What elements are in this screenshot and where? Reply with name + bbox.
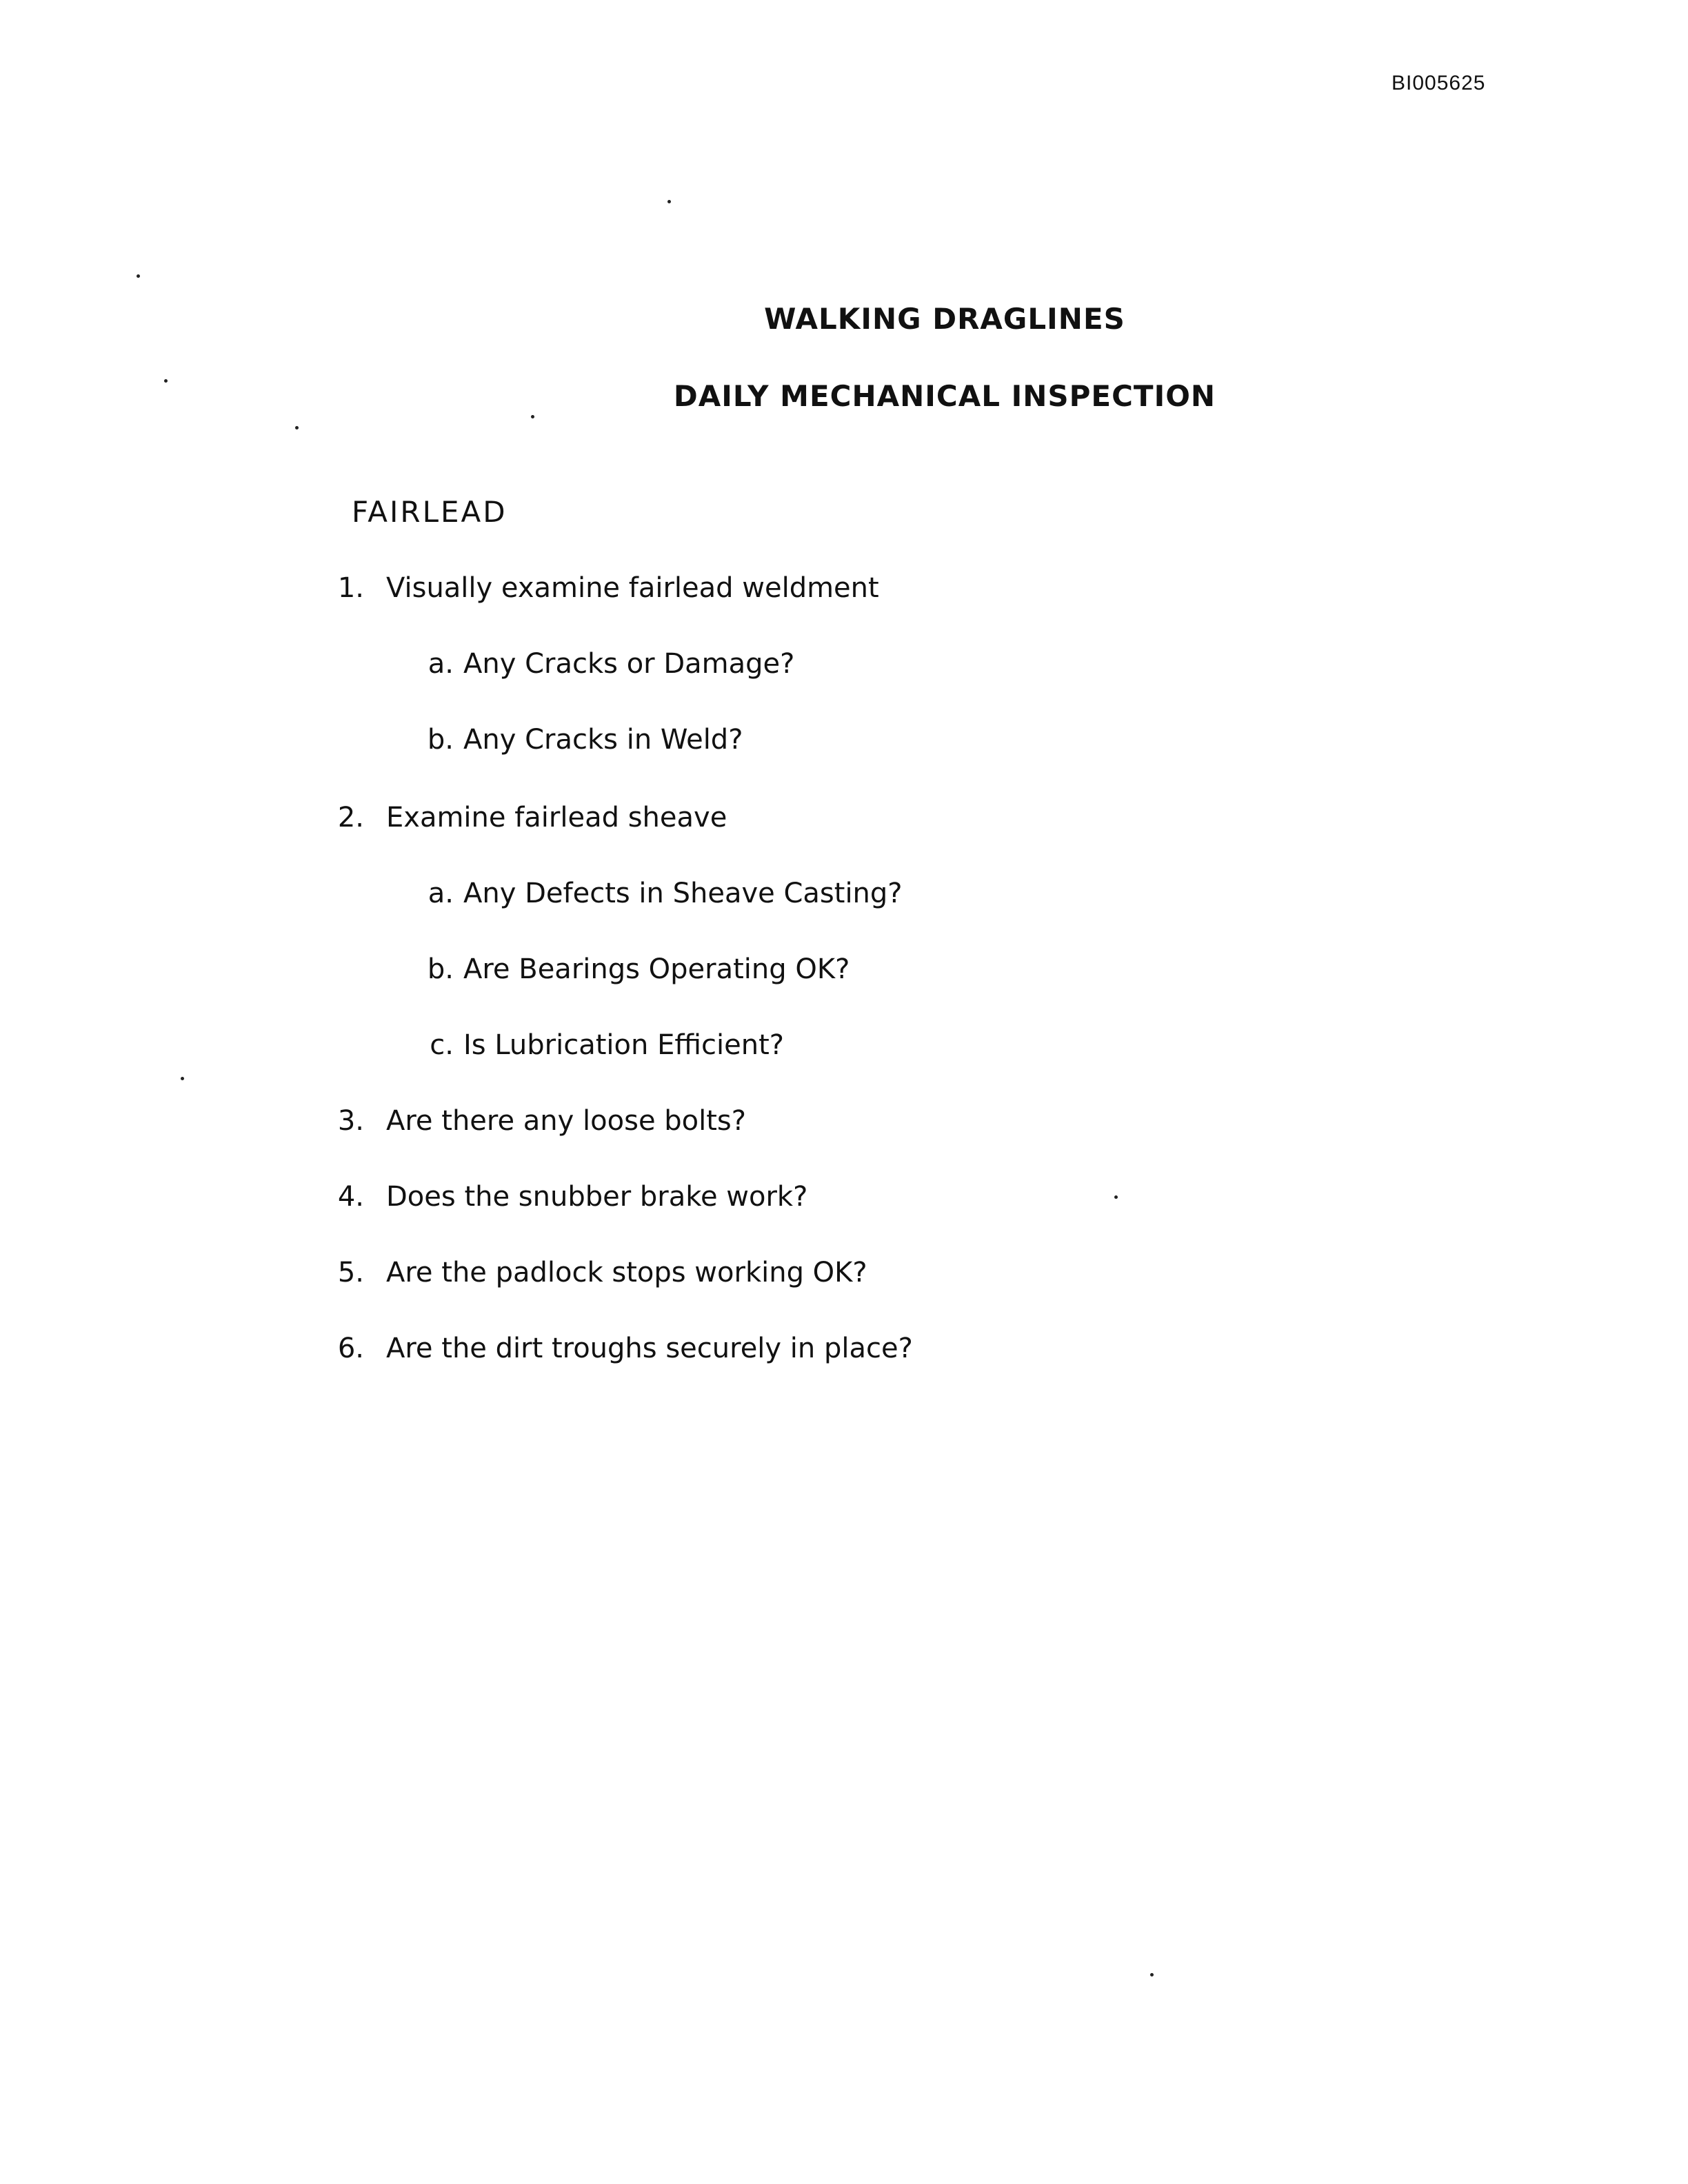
scan-speck [295,426,299,429]
section-heading: FAIRLEAD [352,495,508,529]
scan-speck [164,379,168,383]
subitem-letter: c. [430,1029,454,1061]
subitem-letter: a. [428,648,454,680]
document-subtitle: DAILY MECHANICAL INSPECTION [673,379,1216,413]
item-text: Does the snubber brake work? [386,1181,808,1213]
document-title: WALKING DRAGLINES [764,302,1125,336]
item-number: 4. [337,1181,364,1213]
document-id: BI005625 [1391,72,1486,94]
scan-speck [137,274,140,278]
subitem-letter: b. [427,724,454,756]
scan-speck [1114,1195,1118,1199]
subitem-text: Any Cracks in Weld? [463,724,743,756]
item-text: Are there any loose bolts? [386,1105,746,1137]
scan-speck [1150,1973,1154,1976]
subitem-text: Are Bearings Operating OK? [463,953,850,985]
item-text: Visually examine fairlead weldment [386,572,879,604]
subitem-letter: b. [427,953,454,985]
scan-speck [181,1077,184,1080]
item-text: Are the dirt troughs securely in place? [386,1333,913,1364]
item-text: Examine fairlead sheave [386,802,727,833]
item-number: 3. [337,1105,364,1137]
item-text: Are the padlock stops working OK? [386,1257,867,1288]
subitem-letter: a. [428,878,454,909]
subitem-text: Is Lubrication Efficient? [463,1029,784,1061]
item-number: 6. [337,1333,364,1364]
item-number: 1. [337,572,364,604]
subitem-text: Any Defects in Sheave Casting? [463,878,903,909]
scan-speck [667,200,671,203]
scan-speck [531,415,534,418]
item-number: 2. [337,802,364,833]
subitem-text: Any Cracks or Damage? [463,648,795,680]
item-number: 5. [337,1257,364,1288]
